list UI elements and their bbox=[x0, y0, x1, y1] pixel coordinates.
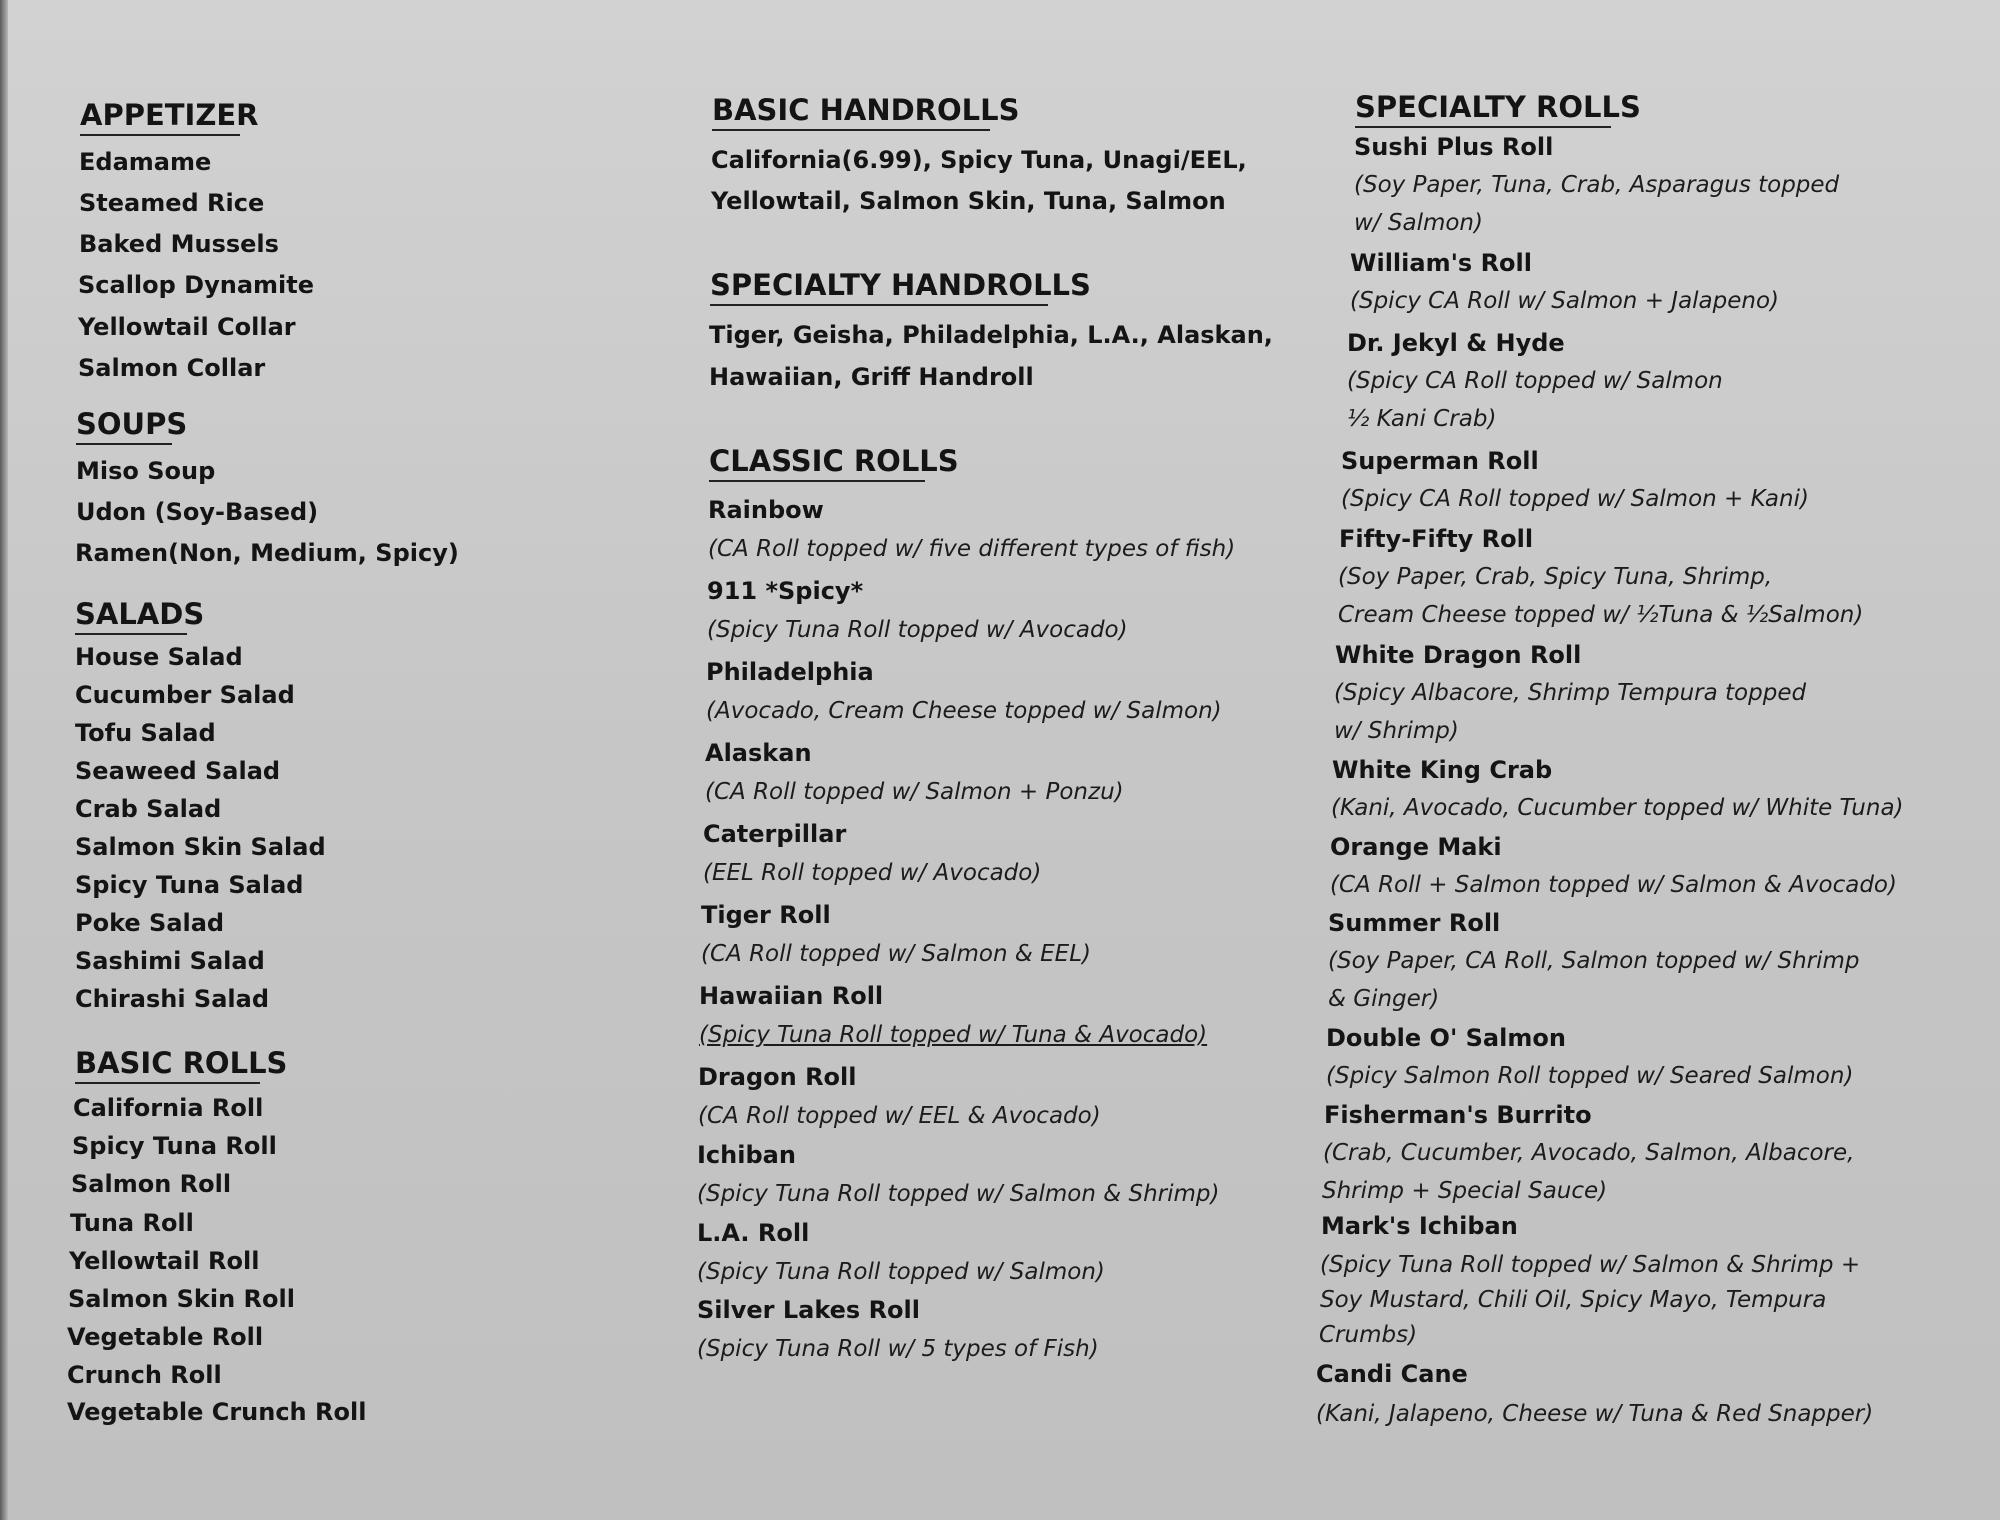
menu-item-name: Orange Maki bbox=[1330, 833, 1502, 861]
menu-item-description: (Spicy CA Roll topped w/ Salmon bbox=[1347, 368, 1723, 394]
menu-item-name: Steamed Rice bbox=[79, 189, 265, 217]
page-edge-shadow bbox=[0, 0, 8, 1520]
menu-item-description: (CA Roll + Salmon topped w/ Salmon & Avocado) bbox=[1330, 872, 1897, 898]
menu-item-name: Hawaiian Roll bbox=[699, 982, 884, 1010]
menu-item-description: (CA Roll topped w/ Salmon + Ponzu) bbox=[705, 779, 1124, 805]
menu-item-name: 911 *Spicy* bbox=[707, 577, 864, 605]
menu-item-description: (Soy Paper, CA Roll, Salmon topped w/ Shrimp bbox=[1328, 948, 1860, 974]
menu-item-name: Vegetable Crunch Roll bbox=[67, 1398, 367, 1426]
menu-item-description: (Spicy Tuna Roll topped w/ Tuna & Avocado) bbox=[699, 1022, 1208, 1048]
menu-item-description: (Avocado, Cream Cheese topped w/ Salmon) bbox=[706, 698, 1222, 724]
menu-item-name: Candi Cane bbox=[1316, 1360, 1468, 1388]
menu-item-name: Yellowtail Roll bbox=[69, 1247, 260, 1275]
menu-item-name: Tofu Salad bbox=[75, 719, 216, 747]
classic-rolls-heading: CLASSIC ROLLS bbox=[709, 444, 925, 482]
menu-item-name: Yellowtail Collar bbox=[78, 313, 296, 341]
menu-item-description: (Kani, Avocado, Cucumber topped w/ White Tuna) bbox=[1331, 795, 1904, 821]
menu-item-name: Miso Soup bbox=[76, 457, 216, 485]
menu-item-description: (Soy Paper, Tuna, Crab, Asparagus topped bbox=[1354, 172, 1840, 198]
menu-item-name: Silver Lakes Roll bbox=[697, 1296, 920, 1324]
basic-handrolls-line: Yellowtail, Salmon Skin, Tuna, Salmon bbox=[711, 187, 1226, 215]
menu-item-description: (CA Roll topped w/ EEL & Avocado) bbox=[698, 1103, 1101, 1129]
menu-item-name: Philadelphia bbox=[706, 658, 874, 686]
specialty-rolls-heading: SPECIALTY ROLLS bbox=[1355, 90, 1611, 128]
menu-item-name: Sashimi Salad bbox=[75, 947, 265, 975]
soups-heading: SOUPS bbox=[76, 407, 172, 445]
menu-item-description: w/ Salmon) bbox=[1354, 210, 1483, 236]
menu-item-description: w/ Shrimp) bbox=[1334, 718, 1459, 744]
menu-item-description: & Ginger) bbox=[1328, 986, 1440, 1012]
menu-item-name: Vegetable Roll bbox=[67, 1323, 264, 1351]
basic-handrolls-line: California(6.99), Spicy Tuna, Unagi/EEL, bbox=[711, 146, 1247, 174]
menu-item-name: Tiger Roll bbox=[701, 901, 831, 929]
menu-item-name: Poke Salad bbox=[75, 909, 225, 937]
menu-item-name: Baked Mussels bbox=[79, 230, 279, 258]
menu-item-description: ½ Kani Crab) bbox=[1347, 406, 1497, 432]
menu-item-name: House Salad bbox=[75, 643, 243, 671]
menu-item-name: Sushi Plus Roll bbox=[1354, 133, 1554, 161]
menu-item-name: Dr. Jekyl & Hyde bbox=[1347, 329, 1565, 357]
menu-item-name: White Dragon Roll bbox=[1335, 641, 1582, 669]
menu-item-name: Rainbow bbox=[708, 496, 824, 524]
menu-item-name: Edamame bbox=[79, 148, 212, 176]
menu-item-description: (Crab, Cucumber, Avocado, Salmon, Albacore, bbox=[1323, 1140, 1855, 1166]
menu-item-description: (Spicy CA Roll w/ Salmon + Jalapeno) bbox=[1350, 288, 1780, 314]
menu-item-name: Salmon Skin Salad bbox=[75, 833, 326, 861]
basic-handrolls-heading: BASIC HANDROLLS bbox=[712, 93, 990, 131]
menu-item-name: Cucumber Salad bbox=[75, 681, 295, 709]
menu-item-description: (Spicy Tuna Roll topped w/ Salmon & Shrimp) bbox=[697, 1181, 1220, 1207]
specialty-handrolls-line: Hawaiian, Griff Handroll bbox=[709, 363, 1034, 391]
basic-rolls-heading: BASIC ROLLS bbox=[75, 1046, 260, 1084]
menu-item-name: Caterpillar bbox=[703, 820, 847, 848]
menu-item-name: Fisherman's Burrito bbox=[1324, 1101, 1592, 1129]
menu-item-description: (CA Roll topped w/ Salmon & EEL) bbox=[701, 941, 1091, 967]
menu-item-description: Cream Cheese topped w/ ½Tuna & ½Salmon) bbox=[1338, 602, 1864, 628]
menu-item-name: Summer Roll bbox=[1328, 909, 1501, 937]
menu-item-description: Shrimp + Special Sauce) bbox=[1322, 1178, 1608, 1204]
menu-item-description: (Spicy Albacore, Shrimp Tempura topped bbox=[1334, 680, 1807, 706]
menu-item-name: Spicy Tuna Roll bbox=[72, 1132, 277, 1160]
menu-item-name: Crab Salad bbox=[75, 795, 222, 823]
menu-item-name: California Roll bbox=[73, 1094, 264, 1122]
menu-item-name: Crunch Roll bbox=[67, 1361, 222, 1389]
menu-item-name: William's Roll bbox=[1350, 249, 1532, 277]
menu-item-name: White King Crab bbox=[1332, 756, 1553, 784]
menu-item-description: (Spicy Tuna Roll topped w/ Avocado) bbox=[707, 617, 1128, 643]
menu-item-name: Udon (Soy-Based) bbox=[76, 498, 319, 526]
menu-item-name: Dragon Roll bbox=[698, 1063, 857, 1091]
menu-item-name: Ramen(Non, Medium, Spicy) bbox=[75, 539, 459, 567]
menu-item-name: Superman Roll bbox=[1341, 447, 1539, 475]
menu-item-description: (EEL Roll topped w/ Avocado) bbox=[703, 860, 1042, 886]
menu-item-description: (Spicy Tuna Roll w/ 5 types of Fish) bbox=[697, 1336, 1099, 1362]
menu-item-name: Double O' Salmon bbox=[1326, 1024, 1566, 1052]
specialty-handrolls-heading: SPECIALTY HANDROLLS bbox=[710, 268, 1048, 306]
menu-item-name: Seaweed Salad bbox=[75, 757, 281, 785]
menu-item-name: Alaskan bbox=[705, 739, 812, 767]
menu-item-name: Spicy Tuna Salad bbox=[75, 871, 304, 899]
menu-item-description: Soy Mustard, Chili Oil, Spicy Mayo, Tempura bbox=[1320, 1287, 1827, 1313]
menu-item-description: (Kani, Jalapeno, Cheese w/ Tuna & Red Snapper) bbox=[1316, 1401, 1874, 1427]
menu-item-description: (Spicy Tuna Roll topped w/ Salmon & Shrimp + bbox=[1320, 1252, 1861, 1278]
menu-item-name: Ichiban bbox=[697, 1141, 796, 1169]
salads-heading: SALADS bbox=[75, 597, 187, 635]
menu-item-name: Chirashi Salad bbox=[75, 985, 269, 1013]
menu-item-description: (CA Roll topped w/ five different types of fish) bbox=[708, 536, 1236, 562]
specialty-handrolls-line: Tiger, Geisha, Philadelphia, L.A., Alaskan, bbox=[709, 321, 1273, 349]
menu-item-name: Fifty-Fifty Roll bbox=[1339, 525, 1534, 553]
menu-item-description: (Soy Paper, Crab, Spicy Tuna, Shrimp, bbox=[1338, 564, 1773, 590]
menu-item-name: Mark's Ichiban bbox=[1321, 1212, 1518, 1240]
menu-item-description: (Spicy Tuna Roll topped w/ Salmon) bbox=[697, 1259, 1105, 1285]
menu-item-description: (Spicy Salmon Roll topped w/ Seared Salmon) bbox=[1326, 1063, 1854, 1089]
menu-item-name: Salmon Skin Roll bbox=[68, 1285, 295, 1313]
menu-item-description: (Spicy CA Roll topped w/ Salmon + Kani) bbox=[1341, 486, 1809, 512]
menu-item-name: Salmon Collar bbox=[78, 354, 266, 382]
appetizer-heading: APPETIZER bbox=[80, 98, 240, 136]
menu-item-name: Scallop Dynamite bbox=[78, 271, 315, 299]
menu-item-description: Crumbs) bbox=[1319, 1322, 1418, 1348]
menu-item-name: Salmon Roll bbox=[71, 1170, 232, 1198]
menu-item-name: Tuna Roll bbox=[70, 1209, 194, 1237]
menu-item-name: L.A. Roll bbox=[697, 1219, 810, 1247]
